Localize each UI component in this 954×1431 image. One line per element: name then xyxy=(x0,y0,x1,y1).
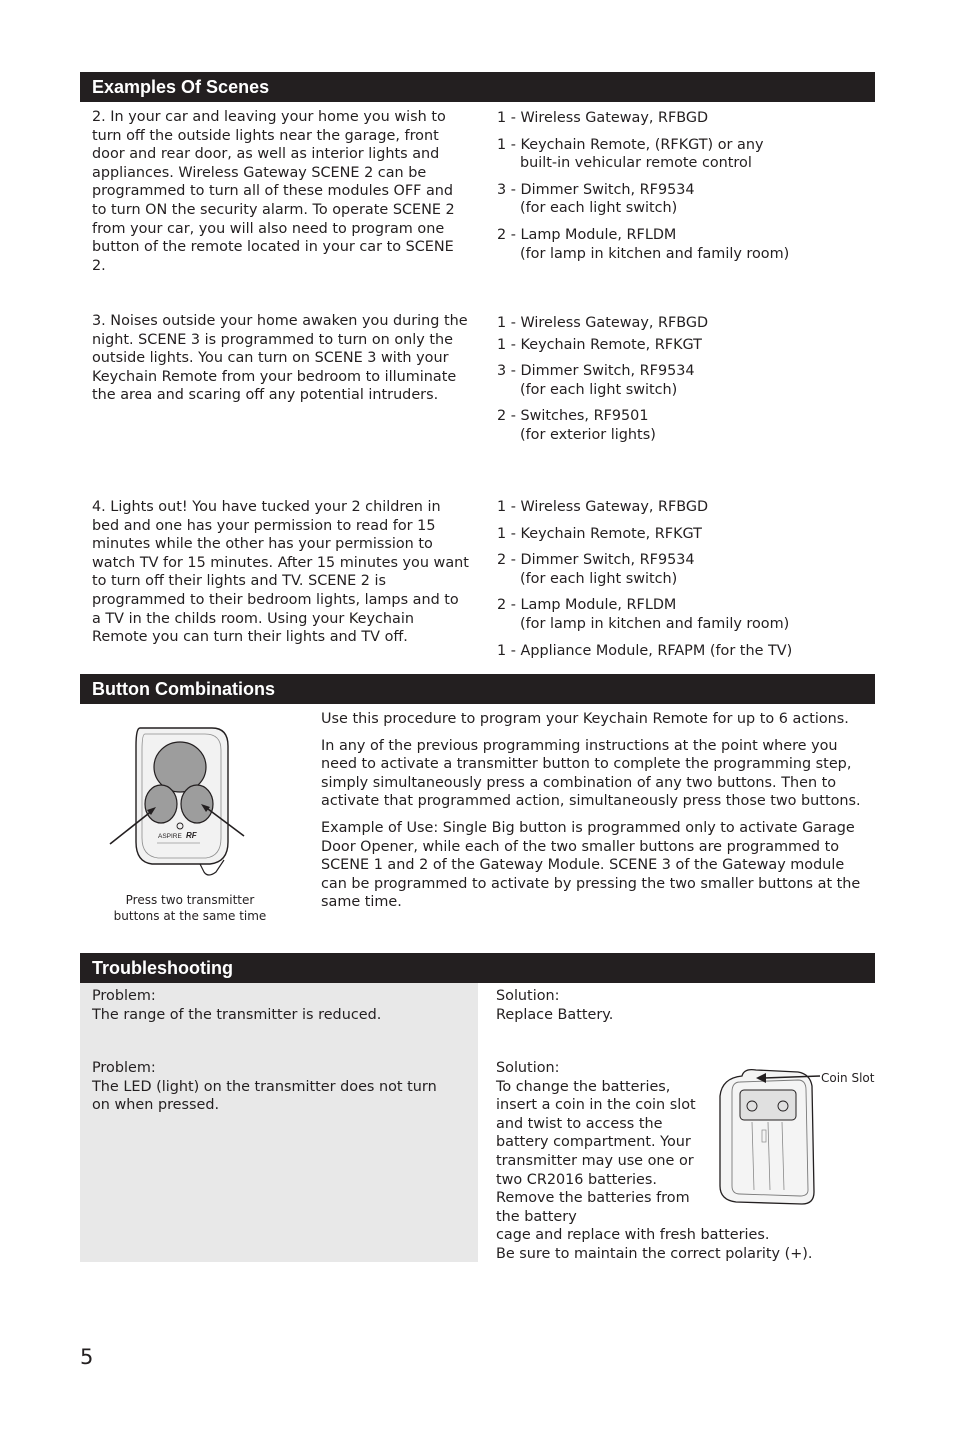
solution-1: Solution: Replace Battery. xyxy=(496,988,614,1023)
solution-2-continued: cage and replace with fresh batteries. Be sure to maintain the correct polarity (+). xyxy=(496,1227,813,1262)
list-item: 3 - Dimmer Switch, RF9534 (for each light switch) xyxy=(497,181,695,217)
troubleshooting-problem-panel xyxy=(80,983,478,1262)
battery-compartment-illustration xyxy=(712,1062,882,1214)
section-header-button-combinations: Button Combinations xyxy=(80,674,875,704)
list-item: 2 - Dimmer Switch, RF9534 (for each light switch) xyxy=(497,552,695,587)
section-header-examples-of-scenes: Examples Of Scenes xyxy=(80,72,875,102)
coin-slot-label: Coin Slot xyxy=(821,1071,875,1085)
scene-4-description: 4. Lights out! You have tucked your 2 children in bed and one has your permission to read for 15 minutes while the other has your permission to watch TV for 15 minutes. After 15 minutes you want to turn off their lights and TV. SCENE 2 is programmed to their bedroom lights, lamps and to a TV in the childs room. Using your Keychain Remote you can turn their lights and TV off. xyxy=(92,499,469,646)
scene-4-parts-list xyxy=(497,498,867,668)
scene-2-description: 2. In your car and leaving your home you wish to turn off the outside lights near the garage, front door and rear door, as well as interior lights and appliances. Wireless Gateway SCENE 2 can be programmed to turn all of these modules OFF and to turn ON the security alarm. To operate SCENE 2 from your car, you will also need to program one button of the remote located in your car to SCENE 2. xyxy=(92,109,455,274)
problem-1: Problem: The range of the transmitter is reduced. xyxy=(92,988,382,1023)
list-item: 1 - Keychain Remote, RFKGT xyxy=(497,336,702,353)
solution-2: Solution: To change the batteries, insert a coin in the coin slot and twist to access the battery compartment. Your transmitter may use one or two CR2016 batteries. Remove the batteries from the battery xyxy=(496,1060,696,1225)
list-item: 3 - Dimmer Switch, RF9534 (for each light switch) xyxy=(497,363,695,398)
list-item: 1 - Keychain Remote, (RFKGT) or any built-in vehicular remote control xyxy=(497,136,764,172)
list-item: 2 - Lamp Module, RFLDM (for lamp in kitchen and family room) xyxy=(497,226,790,262)
list-item: 1 - Wireless Gateway, RFBGD xyxy=(497,499,709,515)
scene-2-parts-list xyxy=(497,109,867,271)
button-combinations-text xyxy=(321,710,881,912)
intro-paragraph: Use this procedure to program your Keychain Remote for up to 6 actions. xyxy=(321,711,849,727)
remote-brand-suffix: RF xyxy=(186,831,197,840)
section-header-troubleshooting: Troubleshooting xyxy=(80,953,875,983)
list-item: 1 - Keychain Remote, RFKGT xyxy=(497,525,702,542)
list-item: 1 - Wireless Gateway, RFBGD xyxy=(497,315,709,331)
list-item: 2 - Switches, RF9501 (for exterior lights) xyxy=(497,408,656,443)
remote-caption: Press two transmitter buttons at the same time xyxy=(113,893,267,923)
list-item: 1 - Wireless Gateway, RFBGD xyxy=(497,110,709,126)
procedure-paragraph: In any of the previous programming instructions at the point where you need to activate a transmitter button to complete the programming step, simply simultaneously press a combination of any two buttons. Then to activate that programmed action, simultaneously press those two buttons. xyxy=(321,737,861,810)
scene-3-parts-list xyxy=(497,314,867,453)
scene-3-description: 3. Noises outside your home awaken you during the night. SCENE 3 is programmed to turn on only the outside lights. You can turn on SCENE 3 with your Keychain Remote from your bedroom to illuminate the area and scaring off any potential intruders. xyxy=(92,313,468,404)
keychain-remote-illustration xyxy=(100,722,260,890)
list-item: 1 - Appliance Module, RFAPM (for the TV) xyxy=(497,642,793,659)
page-number: 5 xyxy=(80,1345,94,1369)
problem-2: Problem: The LED (light) on the transmitter does not turn on when pressed. xyxy=(92,1060,437,1114)
list-item: 2 - Lamp Module, RFLDM (for lamp in kitchen and family room) xyxy=(497,597,790,632)
remote-brand-label: ASPIRE xyxy=(158,833,182,840)
example-paragraph: Example of Use: Single Big button is programmed only to activate Garage Door Opener, while each of the two smaller buttons are programmed to SCENE 1 and 2 of the Gateway Module. SCENE 3 of the Gateway module can be programmed to activate by pressing the two smaller buttons at the same time. xyxy=(321,819,861,911)
